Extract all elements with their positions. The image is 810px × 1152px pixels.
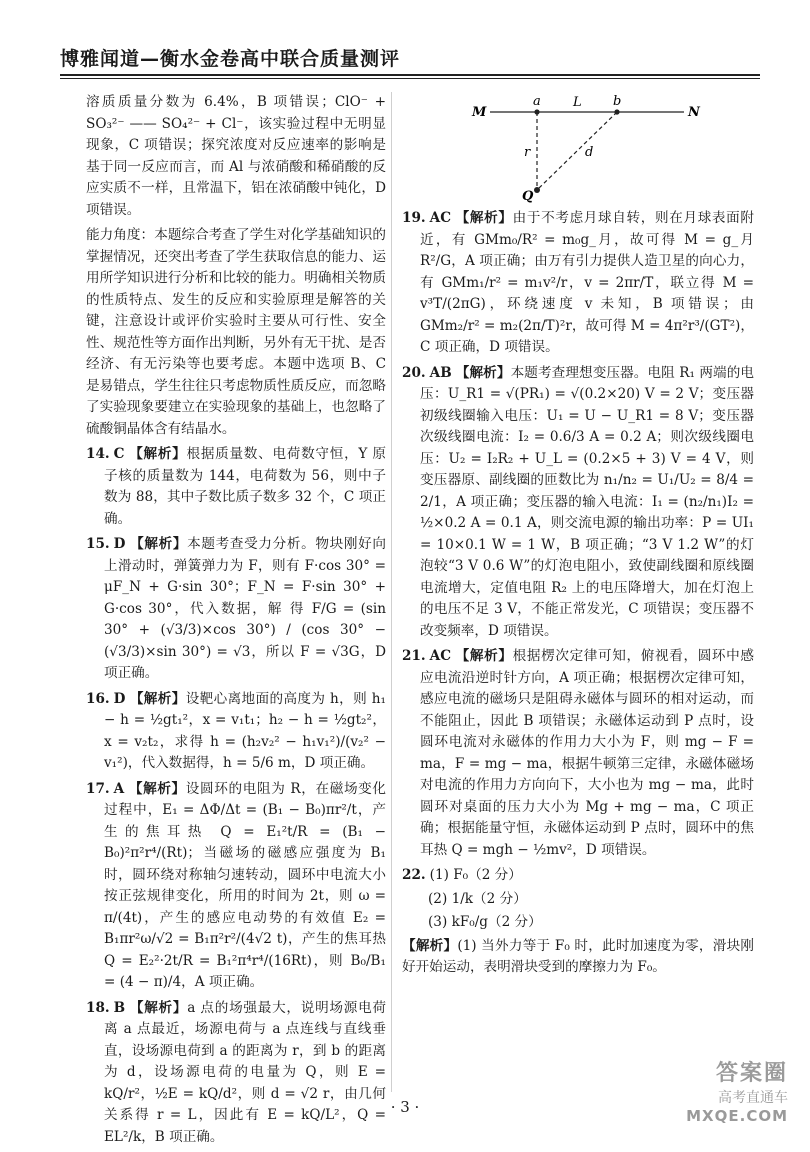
analysis-text: a 点的场强最大，说明场源电荷离 a 点最近，场源电荷与 a 点连线与直线垂直，设场源电荷到 a 的距离为 r，到 b 的距离为 d，设场源电荷的电量为 Q，则 E = kQ/r²，½E = kQ/d²，则 d = √2 r，由几何关系得 r = L，因此有 E = kQ/L²，Q = EL²/k，B 项正确。: [104, 999, 386, 1145]
label-r: r: [524, 145, 531, 160]
question-number: 17.: [86, 780, 110, 797]
question-number: 16.: [86, 690, 110, 707]
answer-letter: D: [113, 536, 126, 552]
label-l: L: [573, 95, 582, 110]
analysis-text-cont: (B₁ − B₀)²π²r⁴/(Rt)；当磁场的磁感应强度为 B₁ 时，圆环绕对称轴匀速转动，圆环中电流大小按正弦规律变化，所用的时间为 2t，则 ω = π/(4t)，产生的感应电动势的有效值 E₂ = B₁πr²ω/√2 = B₁π²r²/(4√2 t)，产生的焦耳热 Q = E₂²·2t/R =: [104, 823, 386, 969]
answer-letter: D: [113, 690, 126, 707]
analysis-formula: 得 F/G = (sin 30° + (√3/3)×cos 30°) / (cos 30° − (√3/3)×sin 30°) = √3，所以 F = √3G，D 项正确。: [104, 600, 387, 681]
analysis-tag: 【解析】: [129, 999, 188, 1016]
header-rule-thin: [60, 78, 760, 79]
q22-analysis: [402, 936, 754, 979]
question-16: [86, 689, 386, 775]
q22-part-3: (3) kF₀/g（2 分）: [428, 914, 542, 930]
answer-letter: AC: [429, 648, 452, 664]
watermark-tagline: 高考直通车: [718, 1090, 788, 1106]
question-17: [86, 779, 386, 994]
label-a: a: [533, 94, 541, 109]
analysis-tag: 【解析】: [128, 780, 186, 797]
analysis-tag: 【解析】: [129, 690, 186, 707]
answer-letter: C: [113, 446, 125, 462]
ability-angle-paragraph: 能力角度：本题综合考查了学生对化学基础知识的掌握情况，还突出考查了学生获取信息的能力、运用所学知识进行分析和比较的能力。明确相关物质的性质特点、发生的反应和实验原理是解答的关键，注意设计或评价实验时主要从可行性、安全性、规范性等方面作出判断，另外有无干扰、是否经济、有无污染等也要考虑。本题中选项 B、C 是易错点，学生往往只考虑物质性质反应，而忽略了实验现象要建立在实验现象的基础上，也忽略了硫酸铜晶体含有结晶水。: [86, 227, 386, 437]
q22-answer-1: (1) F₀（2 分）: [429, 867, 522, 883]
analysis-text: (1) 当外力等于 F₀ 时，此时加速度为零，滑块刚好开始运动，表明滑块受到的摩擦力为 F₀。: [402, 937, 755, 975]
page-header: 博雅闻道—衡水金卷高中联合质量测评: [60, 48, 401, 70]
analysis-text: 根据楞次定律可知，俯视看，圆环中感应电流沿逆时针方向，A 项正确；根据楞次定律可知，感应电流的磁场只是阻碍永磁体与圆环的相对运动，而不能阻止，因此 B 项错误；永磁体运动到 P 点时，设圆环电流对永磁体的作用力大小为 F，则 mg − F = ma，F = mg − ma，根据牛顿第三定律，永磁体磁场对电流的作用力方向向下，大小也为 mg − ma，此时圆环对桌面的压力大小为 Mg + mg − ma，C 项正确；根据能量守恒，永磁体运动到 P 点时，圆环中的焦耳热 Q = mgh − ½mv²，D 项错误。: [420, 648, 755, 858]
question-number: 15.: [86, 536, 110, 552]
analysis-text: 设靶心离地面的高度为 h，则 h₁ − h = ½gt₁²，x = v₁t₁；h₂ − h = ½gt₂²，x = v₂t₂，求得 h =: [104, 690, 386, 750]
analysis-text: 设圆环的电阻为 R，在磁场变化过程中，E₁ = ΔΦ/Δt = (B₁ − B₀)πr²/t，产生的焦耳热 Q = E₁²t/R =: [104, 780, 387, 840]
question-number: 20.: [402, 364, 426, 381]
q22-part-1: [402, 865, 754, 887]
segment-d: [537, 112, 617, 190]
right-column: [402, 92, 754, 983]
question-20: [402, 363, 754, 643]
answer-letter: B: [113, 999, 126, 1016]
analysis-text: 由于不考虑月球自转，则在月球表面附近，有 GMm₀/R² = m₀g_月，故可得 M = g_月R²/G，A 项正确；由万有引力提供人造卫星的向心力，有 GMm₁/r² = m₁v²/r，v = 2πr/T，联立得 M = v³T/(2πG)，环绕速度 v 未知，B 项错误；由 GMm₂/r² = m₂(2π/T)²r，故可得 M = 4π²r³/(GT²)，C 项正确，D 项错误。: [420, 210, 755, 355]
analysis-formula: B₁²π⁴r⁴/(16Rt)，则 B₀/B₁ = (4 − π)/4，A 项正确。: [104, 952, 387, 990]
left-column: [86, 92, 386, 1152]
column-divider: [391, 92, 392, 1092]
analysis-tag: 【解析】: [402, 937, 458, 954]
question-number: 22.: [402, 867, 426, 883]
analysis-tag: 【解析】: [455, 210, 513, 226]
analysis-tag: 【解析】: [455, 648, 513, 664]
watermark-logo-text: 答案圈: [715, 1061, 788, 1086]
question-number: 19.: [402, 210, 426, 226]
question-15: [86, 534, 386, 685]
analysis-text: 根据质量数、电荷数守恒，Y 原子核的质量数为 144，电荷数为 56，则中子数为 88，其中子数比质子数多 32 个，C 项正确。: [104, 446, 387, 527]
label-b: b: [613, 94, 622, 109]
question-22: [402, 865, 754, 979]
watermark-domain: MXQE.COM: [686, 1107, 788, 1125]
label-m: M: [472, 105, 487, 120]
label-d: d: [585, 145, 594, 160]
analysis-tag: 【解析】: [128, 446, 187, 462]
site-watermark: [686, 1056, 788, 1125]
q22-part-2: (2) 1/k（2 分）: [428, 890, 527, 907]
question-21: [402, 646, 754, 861]
question-19: [402, 208, 754, 359]
header-rule: [60, 74, 760, 76]
question-number: 14.: [86, 446, 110, 462]
analysis-tag: 【解析】: [455, 364, 511, 381]
analysis-formula: (h₂v₂² − h₁v₁²)/(v₂² − v₁²)，代入数据得，h = 5/6 m，D 项正确。: [104, 733, 386, 771]
label-q: Q: [522, 189, 534, 204]
question-18: [86, 998, 386, 1149]
label-n: N: [688, 105, 700, 120]
analysis-tag: 【解析】: [129, 536, 188, 552]
question-number: 18.: [86, 999, 110, 1016]
field-geometry-diagram: [402, 92, 754, 204]
chem-continuation-paragraph: 溶质质量分数为 6.4%，B 项错误；ClO⁻ + SO₃²⁻ —— SO₄²⁻ + Cl⁻，该实验过程中无明显现象，C 项错误；探究浓度对反应速率的影响是基于同一反应而言，而 Al 与浓硝酸和稀硝酸的反应实质不一样，且常温下，铝在浓硝酸中钝化，D 项错误。: [86, 94, 386, 218]
answer-letter: AC: [429, 210, 452, 226]
page-number: · 3 ·: [390, 1098, 420, 1116]
answer-letter: A: [113, 780, 125, 797]
question-14: [86, 444, 386, 530]
answer-letter: AB: [429, 364, 452, 381]
analysis-text: 本题考查理想变压器。电阻 R₁ 两端的电压：U_R1 = √(PR₁) = √(0.2×20) V = 2 V；变压器初级线圈输入电压：U₁ = U − U_R1 = 8 V；变压器次级线圈电流：I₂ = 0.6/3 A = 0.2 A；则次级线圈电压：U₂ = I₂R₂ + U_L = (0.2×5 + 3) V = 4 V，则变压器原、副线圈的匝数比为 n₁/n₂ = U₁/U₂ = 8/4 = 2/1，A 项正确；变压器的输入电流：I₁ = (n₂/n₁)I₂ = ½×0.2 A = 0.1 A，则交流电源的输出功率：P = UI₁ = 10×0.1 W = 1 W，B 项正确；“3 V 1.2 W”的灯泡较“3 V 0.6 W”的灯泡电阻小，致使副线圈和原线圈电流增大，定值电阻 R₂ 上的电压降增大，加在灯泡上的电压不足 3 V，不能正常发光，C 项错误；变压器不改变频率，D 项错误。: [420, 364, 755, 639]
question-number: 21.: [402, 648, 426, 664]
charge-q: [534, 187, 540, 193]
analysis-text: 本题考查受力分析。物块刚好向上滑动时，弹簧弹力为 F，则有 F·cos 30° = μF_N + G·sin 30°；F_N = F·sin 30° + G·cos 30°，代入数据，解: [104, 536, 387, 617]
diagram-svg: [402, 92, 754, 204]
